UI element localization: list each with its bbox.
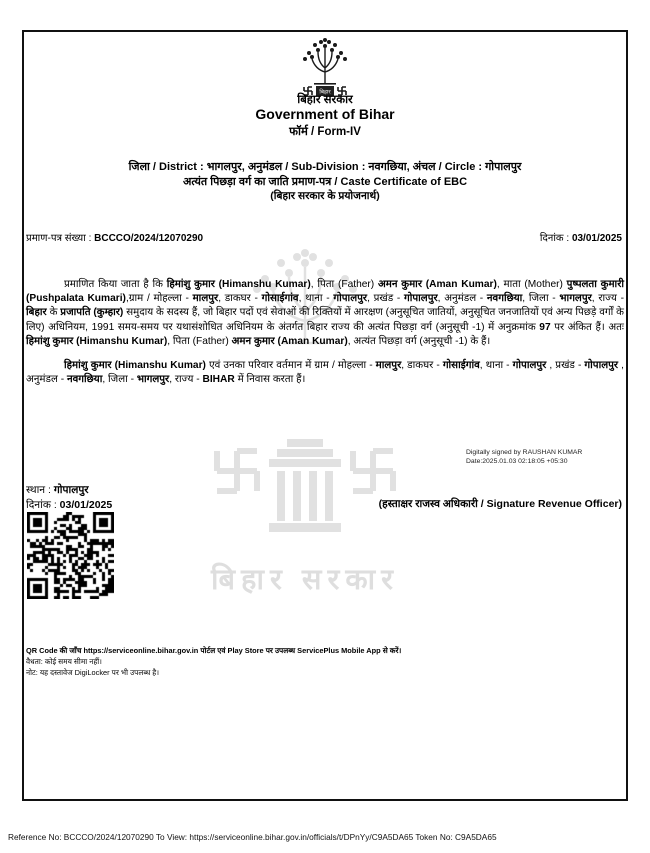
purpose-line: (बिहार सरकार के प्रयोजनार्थ) xyxy=(270,190,380,202)
validity-note: वैधता: कोई समय सीमा नहीं। xyxy=(26,657,102,666)
digital-signature-line1: Digitally signed by RAUSHAN KUMAR xyxy=(466,449,583,456)
certificate-number-value: BCCCO/2024/12070290 xyxy=(94,233,204,244)
footer-reference: Reference No: BCCCO/2024/12070290 To View: https://serviceonline.bihar.gov.in/officials/t/DPnYy/C9A5DA65 Token No: C9A5DA65 xyxy=(8,832,497,842)
signature-date-label: दिनांक : xyxy=(26,499,60,511)
place-label: स्थान : xyxy=(26,484,54,496)
body-paragraph-1: प्रमाणित किया जाता है कि हिमांशु कुमार (Himanshu Kumar), पिता (Father) अमन कुमार (Aman Kumar), माता (Mother) पुष्पलता कुमारी (Pushpalata Kumari),ग्राम / मोहल्ला - मालपुर, डाकघर - गोसाईगांव, थाना - गोपालपुर, प्रखंड - गोपालपुर, अनुमंडल - नवगछिया, जिला - भागलपुर, राज्य - बिहार के प्रजापति (कुम्हार) समुदाय के सदस्य हैं, जो बिहार पदों एवं सेवाओं की रिक्तियों में आरक्षण (अनुसूचित जातियों, अनुसूचित जनजातियों एवं अन्य पिछड़े वर्गों के लिए) अधिनियम, 1991 समय-समय पर यथासंशोधित अधिनियम के अंतर्गत बिहार राज्य की अत्यंत पिछड़ा वर्ग (अनुसूची -1) में अनुक्रमांक 97 पर अंकित हैं। अतः हिमांशु कुमार (Himanshu Kumar), पिता (Father) अमन कुमार (Aman Kumar), अत्यंत पिछड़ा वर्ग (अनुसूची -1) के हैं। xyxy=(26,279,625,347)
certificate-number-line xyxy=(26,230,203,244)
digilocker-note: नोट: यह दस्तावेज DigiLocker पर भी उपलब्ध है। xyxy=(26,668,159,677)
issue-date-label: दिनांक : xyxy=(539,233,572,244)
state-title-hindi: बिहार सरकार xyxy=(297,94,353,106)
issue-date-value: 03/01/2025 xyxy=(571,233,622,244)
bodhi-tree-icon xyxy=(285,34,365,98)
footer-notes xyxy=(26,645,586,678)
emblem-plaque-label: बिहार xyxy=(319,89,331,96)
qr-code xyxy=(27,512,114,599)
qr-verification-note: QR Code की जाँच https://serviceonline.bihar.gov.in पोर्टल एवं Play Store पर उपलब्ध ServicePlus Mobile App से करें। xyxy=(26,646,402,655)
place-line xyxy=(26,483,89,497)
digital-signature-block xyxy=(466,448,626,466)
form-title: फॉर्म / Form-IV xyxy=(289,126,361,138)
digital-signature-line2: Date:2025.01.03 02:18:05 +05:30 xyxy=(466,458,568,465)
certificate-body xyxy=(26,278,624,397)
certificate-title: अत्यंत पिछड़ा वर्ग का जाति प्रमाण-पत्र / Caste Certificate of EBC xyxy=(182,176,468,188)
revenue-officer-signature-line: (हस्ताक्षर राजस्व अधिकारी / Signature Revenue Officer) xyxy=(378,498,622,510)
government-title: Government of Bihar xyxy=(255,106,395,122)
signature-date-value: 03/01/2025 xyxy=(59,499,113,511)
certificate-border xyxy=(22,30,628,801)
place-value: गोपालपुर xyxy=(53,484,89,496)
signature-date-line xyxy=(26,498,112,512)
certificate-number-label: प्रमाण-पत्र संख्या : xyxy=(26,233,95,244)
body-paragraph-2: हिमांशु कुमार (Himanshu Kumar) एवं उनका परिवार वर्तमान में ग्राम / मोहल्ला - मालपुर, डाकघर - गोसाईगांव, थाना - गोपालपुर , प्रखंड - गोपालपुर , अनुमंडल - नवगछिया, जिला - भागलपुर, राज्य - BIHAR में निवास करता हैं। xyxy=(26,360,624,386)
issue-date-line xyxy=(540,230,622,244)
watermark-text: बिहार सरकार xyxy=(210,564,399,596)
district-line: जिला / District : भागलपुर, अनुमंडल / Sub-Division : नवगछिया, अंचल / Circle : गोपालपुर xyxy=(128,161,522,173)
